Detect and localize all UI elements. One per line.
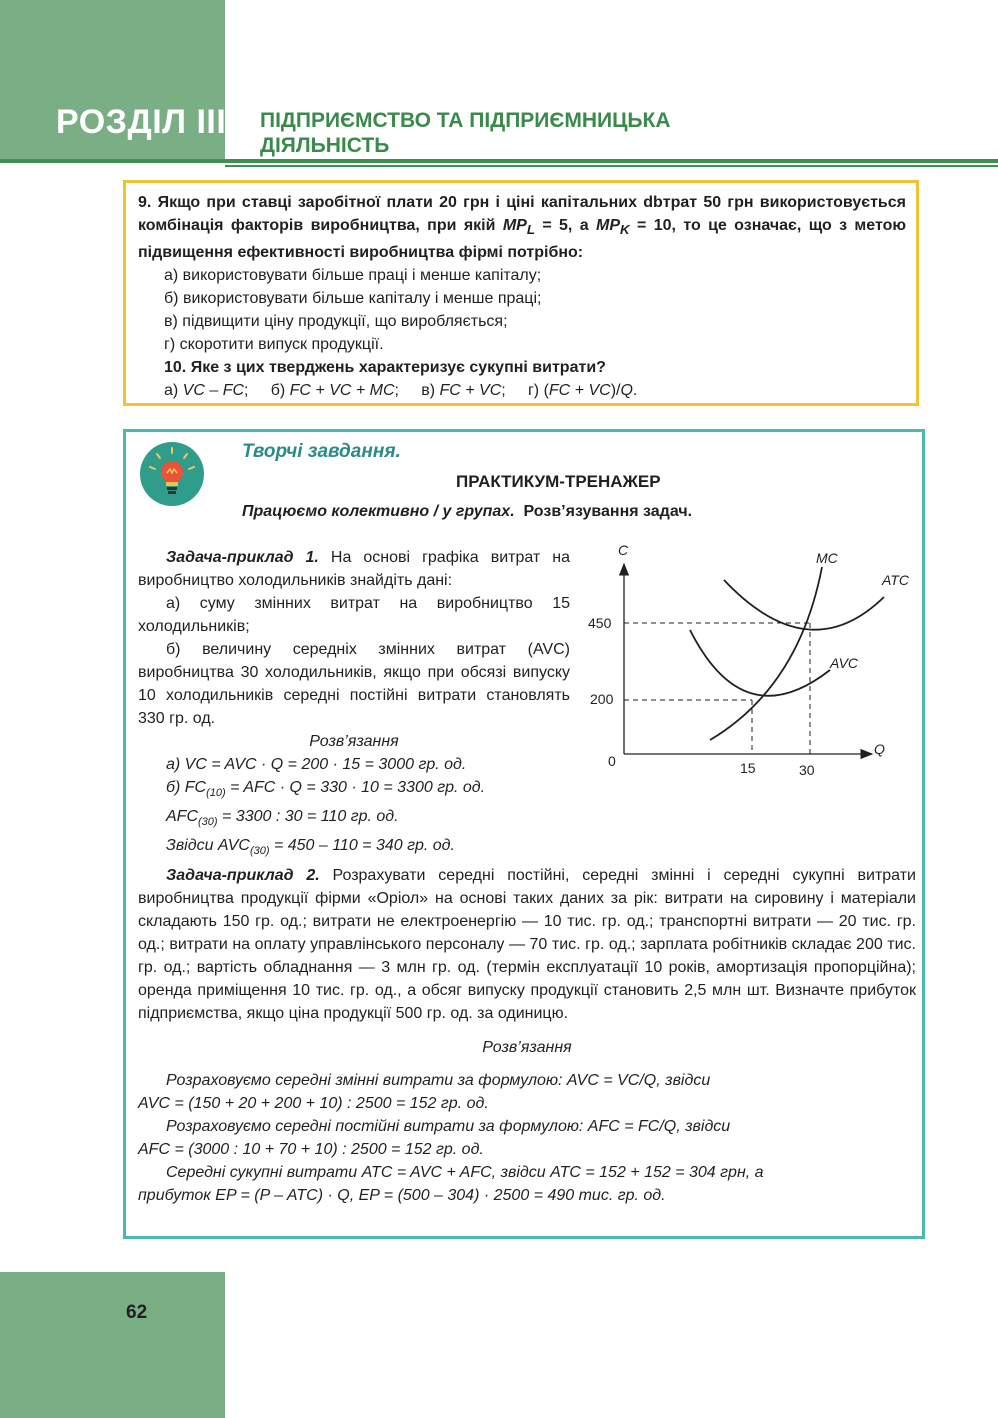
avc-label: AVC [830, 655, 859, 671]
task2-text: Задача-приклад 2. Розрахувати середні постійні, середні змінні і середні сукупні витрати виробництва продукції фірми «Оріол» на основі таких даних за рік: витрати на сировину і матеріали складають 150 гр. од.; витрати не електроенергію — 10 тис. гр. од.; транспортні витрати — 20 тис. гр. од.; витрати на оплату управлінського персоналу — 70 тис. гр. од.; зарплата робітників складає 200 тис. гр. од.; вартість обладнання — 3 млн гр. од. (термін експлуатації 10 років, амортизація пропорційна); оренда приміщення 10 тис. гр. од., а обсяг випуску продукції становить 2,5 млн шт. Визначте прибуток підприємства, якщо ціна продукції 500 гр. од. за одиницю. [138, 867, 916, 1022]
footer-band [0, 1272, 225, 1418]
header-divider [0, 159, 998, 163]
creative-tasks-box [123, 429, 925, 1239]
chapter-title [260, 108, 820, 158]
atc-curve [724, 580, 884, 630]
task1-intro: Задача-приклад 1. На основі графіка витрат на виробництво холодильників знайдіть дані: [138, 549, 570, 589]
q9-option-a: а) використовувати більше праці і менше капіталу; [164, 267, 542, 285]
task1-item-b: б) величину середніх змінних витрат (AVC) виробництва 30 холодильників, якщо при обсязі випуску 10 холодильників середні постійні витрати становлять 330 гр. од. [138, 641, 570, 727]
mc-label: MC [816, 550, 838, 566]
group-work-line: Працюємо колективно / у групах. Розв’язування задач. [242, 503, 693, 520]
cost-curves-graph [588, 542, 914, 782]
task1-sol-1: а) VC = AVC · Q = 200 · 15 = 3000 гр. од. [166, 756, 467, 773]
avc-curve [690, 630, 830, 696]
creative-title: Творчі завдання. [242, 441, 401, 462]
q9-option-b: б) використовувати більше капіталу і менше праці; [164, 290, 542, 308]
task-2 [138, 864, 916, 1207]
task1-solution-title: Розв’язання [309, 733, 399, 750]
chapter-title-line1: ПІДПРИЄМСТВО ТА ПІДПРИЄМНИЦЬКА [260, 109, 671, 132]
task2-line-4: AFC = (3000 : 10 + 70 + 10) : 2500 = 152 гр. од. [138, 1141, 484, 1158]
task2-line-6: прибуток EP = (P – ATC) · Q, EP = (500 – 304) · 2500 = 490 тис. гр. од. [138, 1187, 666, 1204]
y-axis-label: C [618, 542, 629, 558]
mp-k: $MP_K$ [596, 217, 630, 238]
task-1 [138, 546, 570, 864]
section-label: РОЗДІЛ III [56, 103, 227, 141]
y-tick-200: 200 [590, 691, 614, 707]
q9-text-3: = 10, то це означає, що з метою підвищення ефективності виробництва фірмі потрібно: [138, 217, 907, 262]
origin-label: 0 [608, 753, 616, 769]
y-tick-450: 450 [588, 615, 612, 631]
task1-item-a: а) суму змінних витрат на виробництво 15 холодильників; [138, 595, 570, 635]
task1-sol-2: б) $FC_{(10)}$ = AFC · Q = 330 · 10 = 3300 гр. од. [166, 779, 486, 800]
x-tick-30: 30 [799, 762, 815, 778]
atc-label: ATC [882, 572, 909, 588]
chapter-title-line2: ДІЯЛЬНІСТЬ [260, 134, 390, 157]
q9-text-2: = 5, а [534, 217, 597, 234]
mc-curve [710, 567, 822, 740]
mp-l: $MP_L$ [502, 217, 535, 238]
q9-option-c: в) підвищити ціну продукції, що виробляється; [164, 313, 508, 331]
x-axis-label: Q [874, 741, 885, 757]
question-10: 10. Яке з цих тверджень характеризує сукупні витрати? [164, 359, 606, 377]
q9-option-d: г) скоротити випуск продукції. [164, 336, 384, 354]
task2-line-3: Розраховуємо середні постійні витрати за формулою: AFC = FC/Q, звідси [166, 1118, 731, 1135]
question-9 [138, 191, 906, 264]
header-divider-thin [225, 165, 998, 167]
task2-solution-title: Розв’язання [482, 1039, 572, 1056]
task2-line-1: Розраховуємо середні змінні витрати за формулою: AVC = VC/Q, звідси [166, 1072, 711, 1089]
x-tick-15: 15 [740, 760, 756, 776]
task2-line-2: AVC = (150 + 20 + 200 + 10) : 2500 = 152 гр. од. [138, 1095, 489, 1112]
test-questions-box [123, 180, 919, 406]
task2-line-5: Середні сукупні витрати ATC = AVC + AFC, звідси ATC = 152 + 152 = 304 грн, а [166, 1164, 764, 1181]
q10-options: а) VC – FC; б) FC + VC + MC; в) FC + VC; г) (FC + VC)/Q. [164, 382, 638, 400]
page-number: 62 [126, 1302, 148, 1323]
q9-text-1: 9. Якщо при ставці заробітної плати 20 грн і ціні капітальних dbтрат 50 грн використовується комбінація факторів виробництва, при якій [138, 194, 906, 234]
task1-sol-3: $AFC_{(30)} = 3300$ : 30 = 110 гр. од. [166, 808, 399, 829]
praktikum-heading: ПРАКТИКУМ-ТРЕНАЖЕР [456, 472, 661, 491]
task1-sol-4: Звідси $AVC_{(30)} = 450 - 110 = 340$ гр. од. [166, 837, 455, 858]
lightbulb-icon [140, 442, 204, 506]
